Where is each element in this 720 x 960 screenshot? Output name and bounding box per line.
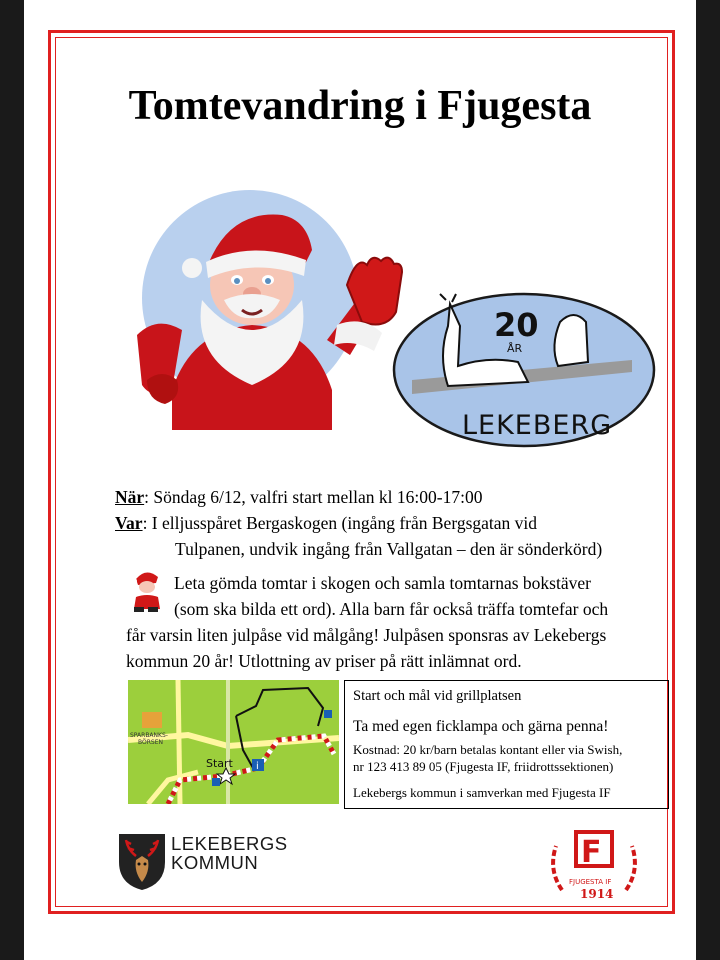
lekeberg-20-ar-logo [392,292,662,452]
deer-shield-icon [117,832,167,890]
when-text: : Söndag 6/12, valfri start mellan kl 16:00-17:00 [144,487,483,507]
poster-page [24,0,696,960]
event-description [126,570,686,674]
fjugesta-if-logo [544,826,644,906]
description-line-4: kommun 20 år! Utlottning av priser på rätt inlämnat ord. [126,651,522,671]
club-logo-name: FJUGESTA IF [569,878,612,886]
when-line [115,484,675,510]
santa-illustration [132,190,422,430]
cost-line-1: Kostnad: 20 kr/barn betalas kontant eller via Swish, [353,742,623,757]
description-line-1: Leta gömda tomtar i skogen och samla tomtarnas bokstäver [174,573,591,593]
details-box [344,680,669,809]
logo-number: 20 [494,306,539,344]
cooperation-text: Lekebergs kommun i samverkan med Fjugesta IF [353,785,611,800]
kommun-logo-line-2: KOMMUN [171,852,259,873]
club-logo-year: 1914 [580,887,614,901]
map-place-label-1: SPARBANKS- [130,732,168,739]
bring-text: Ta med egen ficklampa och gärna penna! [353,718,609,735]
route-map [128,680,339,804]
poster-title: Tomtevandring i Fjugesta [128,83,592,129]
cost-line-2: nr 123 413 89 05 (Fjugesta IF, friidrottssektionen) [353,759,614,774]
map-place-label-2: BÖRSEN [138,739,163,746]
map-marker-icon [324,710,332,718]
start-finish-text: Start och mål vid grillplatsen [353,688,522,704]
map-marker-icon-2 [212,778,220,786]
logo-unit: ÅR [507,342,523,355]
where-text-1: : I elljusspåret Bergaskogen (ingång från Bergsgatan vid [142,513,538,533]
when-label: När [115,487,145,507]
cost-text [353,741,665,775]
lekebergs-kommun-logo [117,832,287,892]
club-logo-letter: F [581,835,602,870]
description-line-2: (som ska bilda ett ord). Alla barn får också träffa tomtefar och [174,599,609,619]
logo-name: LEKEBERG [462,410,613,441]
map-start-label: Start [206,757,233,770]
where-line-2: Tulpanen, undvik ingång från Vallgatan – den är sönderkörd) [175,539,603,559]
description-line-3: får varsin liten julpåse vid målgång! Julpåsen sponsras av Lekebergs [126,625,607,645]
kommun-logo-line-1: LEKEBERGS [171,833,288,854]
svg-text:i: i [256,761,259,772]
event-info [115,484,675,562]
where-label: Var [115,513,143,533]
where-line [115,510,675,536]
